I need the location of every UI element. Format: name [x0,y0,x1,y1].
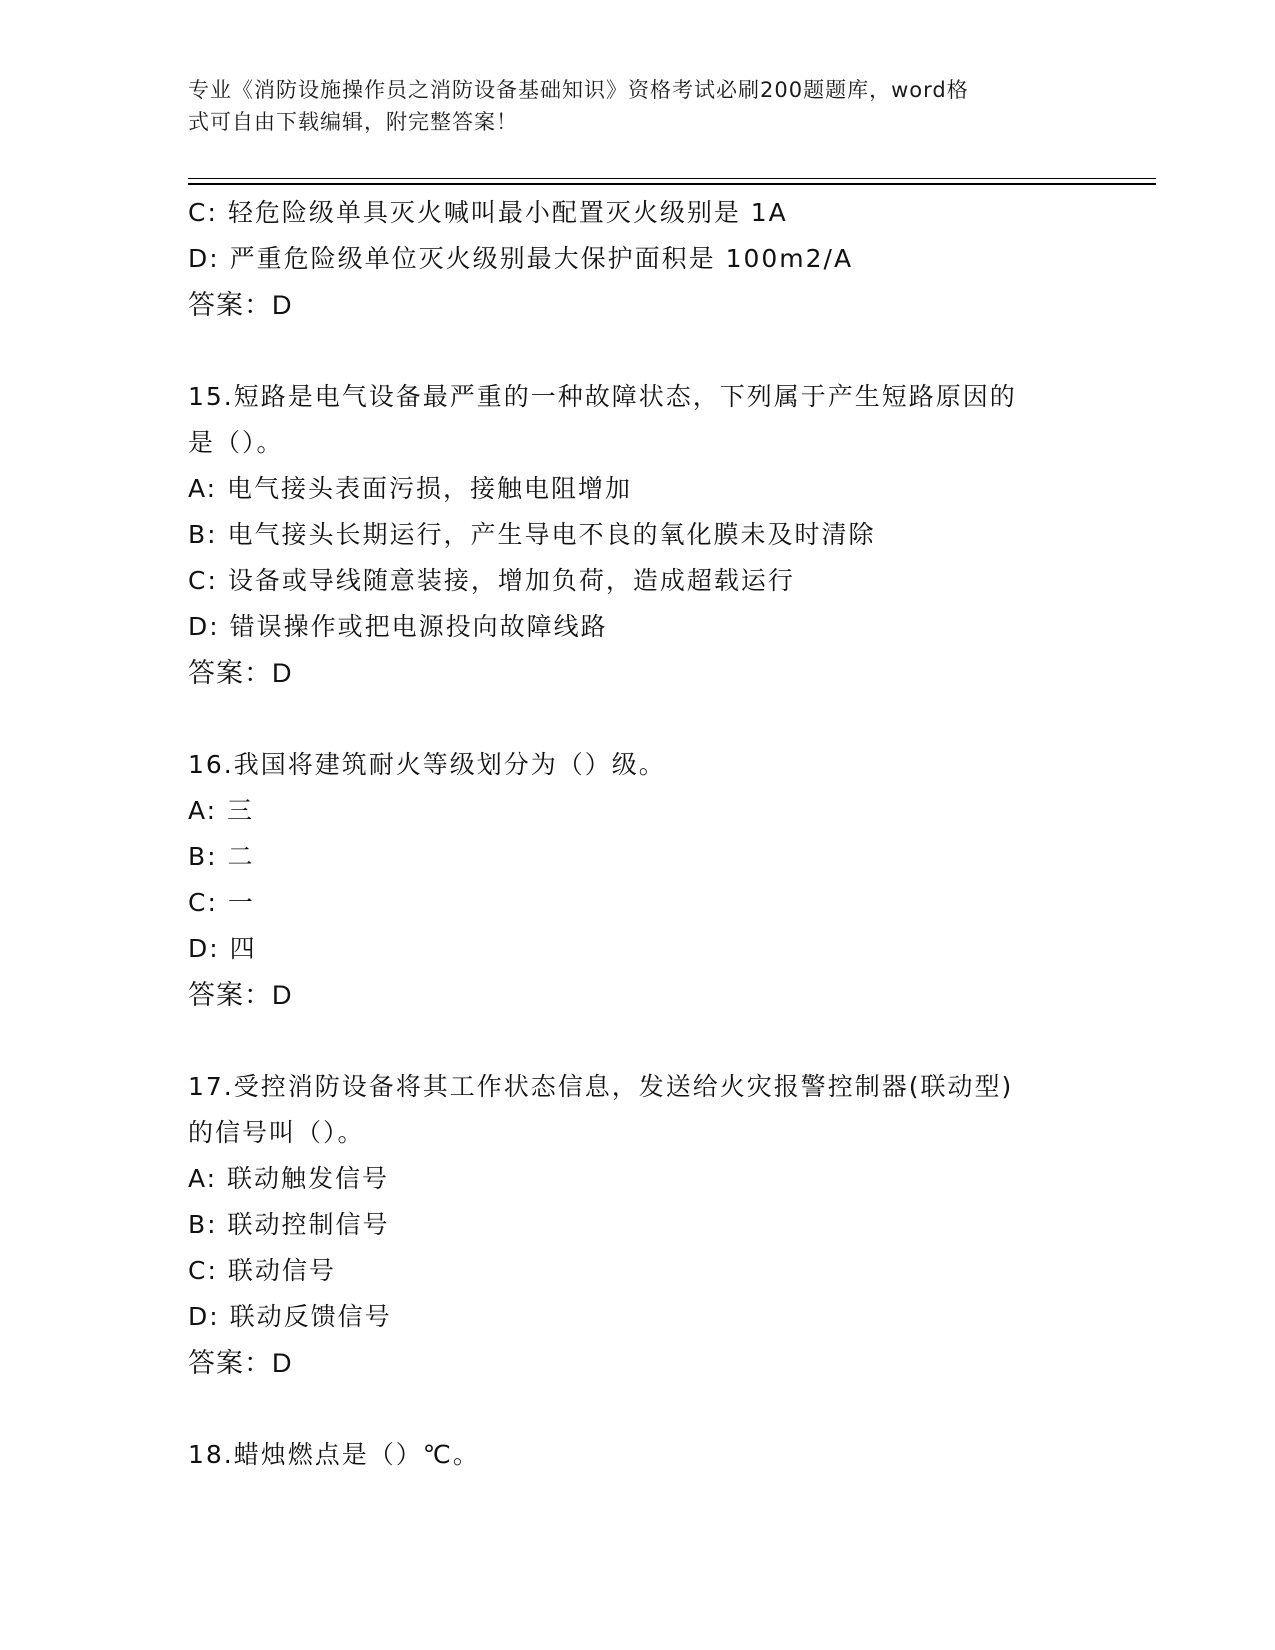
q14-option-d: D: 严重危险级单位灭火级别最大保护面积是 100m2/A [188,244,854,273]
spacer [188,328,1088,374]
q15-option-b: B: 电气接头长期运行，产生导电不良的氧化膜未及时清除 [188,520,876,549]
q16-answer: 答案：D [188,980,293,1010]
q17-answer: 答案：D [188,1348,293,1378]
header-line-2: 式可自由下载编辑，附完整答案！ [188,110,518,134]
q15-option-c: C: 设备或导线随意装接，增加负荷，造成超载运行 [188,566,795,595]
q17-option-a: A: 联动触发信号 [188,1164,390,1193]
q17-stem-line-1: 17.受控消防设备将其工作状态信息，发送给火灾报警控制器(联动型) [188,1072,1014,1101]
q16-option-b: B: 二 [188,842,255,871]
q14-option-c: C: 轻危险级单具灭火喊叫最小配置灭火级别是 1A [188,198,788,227]
q16-option-d: D: 四 [188,934,257,963]
q16-stem-line-1: 16.我国将建筑耐火等级划分为（）级。 [188,750,666,779]
q16-option-a: A: 三 [188,796,255,825]
q17-option-d: D: 联动反馈信号 [188,1302,392,1331]
q17-option-c: C: 联动信号 [188,1256,336,1285]
q15-stem-line-1: 15.短路是电气设备最严重的一种故障状态，下列属于产生短路原因的 [188,382,1017,411]
document-header [188,74,1068,138]
q14-answer: 答案：D [188,290,293,320]
q16-option-c: C: 一 [188,888,255,917]
q15-option-d: D: 错误操作或把电源投向故障线路 [188,612,608,641]
header-divider-thin [188,178,1156,179]
q18-stem-line-1: 18.蜡烛燃点是（）℃。 [188,1440,480,1469]
q15-option-a: A: 电气接头表面污损，接触电阻增加 [188,474,633,503]
header-divider-thick [188,183,1156,185]
spacer [188,1018,1088,1064]
question-content [188,190,1088,1478]
q17-option-b: B: 联动控制信号 [188,1210,390,1239]
spacer [188,696,1088,742]
q15-answer: 答案：D [188,658,293,688]
spacer [188,1386,1088,1432]
header-line-1: 专业《消防设施操作员之消防设备基础知识》资格考试必刷200题题库，word格 [188,78,969,102]
q15-stem-line-2: 是（）。 [188,428,284,457]
q17-stem-line-2: 的信号叫（）。 [188,1118,365,1147]
